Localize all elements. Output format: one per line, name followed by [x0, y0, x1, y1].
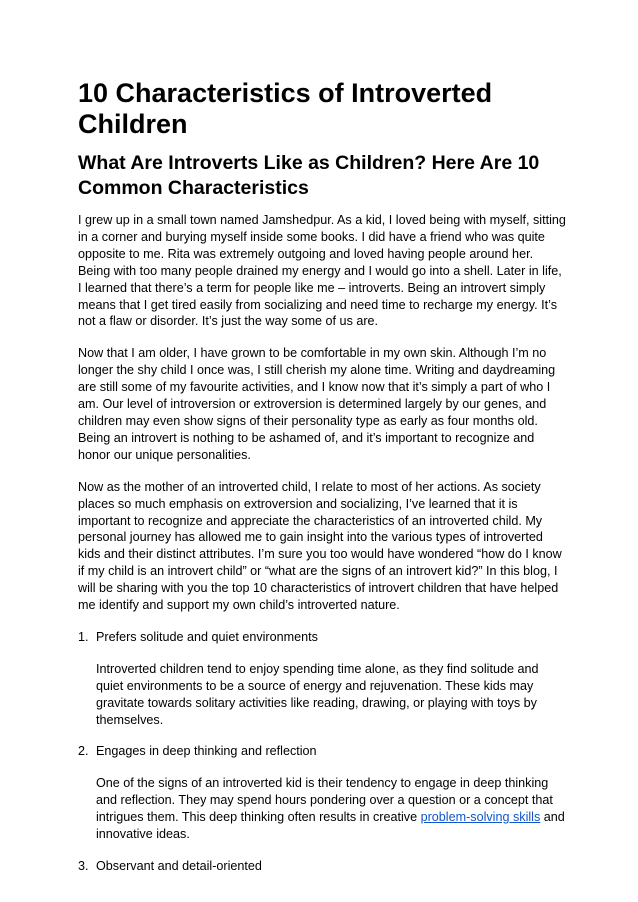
list-item-number: 2. [78, 744, 89, 759]
characteristics-list [78, 629, 568, 875]
description-text: One of the signs of an introverted kid is their tendency to engage in deep thinking and reflection. They may spend hours pondering over a question or a concept that intrigues them. This deep thinking often results in creative [96, 776, 553, 825]
intro-paragraph: I grew up in a small town named Jamshedpur. As a kid, I loved being with myself, sitting in a corner and burying myself inside some books. I did have a friend who was quite opposite to me. Rita was extremely outgoing and loved having people around her. Being with too many people drained my energy and I would go into a shell. Later in life, I learned that there’s a term for people like me – introverts. Being an introvert simply means that I get tired easily from socializing and need time to recharge my energy. It’s not a flaw or disorder. It’s just the way some of us are. [78, 213, 566, 329]
list-item-number: 1. [78, 629, 89, 644]
list-item [78, 858, 568, 875]
list-item-description [96, 775, 568, 843]
list-item-title: Prefers solitude and quiet environments [96, 629, 318, 644]
page-subtitle: What Are Introverts Like as Children? Here Are 10 Common Characteristics [78, 152, 540, 199]
description-text: and innovative ideas. [96, 810, 565, 842]
list-item-title: Engages in deep thinking and reflection [96, 744, 317, 759]
document-page [78, 78, 568, 890]
list-item-description: Introverted children tend to enjoy spending time alone, as they find solitude and quiet environments to be a source of energy and rejuvenation. These kids may gravitate towards solitary activities like reading, drawing, or playing with toys by themselves. [96, 661, 539, 727]
body-paragraph: Now as the mother of an introverted child, I relate to most of her actions. As society places so much emphasis on extroversion and socializing, I’ve learned that it is important to recognize and appreciate the characteristics of an introverted child. My personal journey has allowed me to gain insight into the various types of introverted kids and their distinct attributes. I’m sure you too would have wondered “how do I know if my child is an introvert child” or “what are the signs of an introvert kid?” In this blog, I will be sharing with you the top 10 characteristics of introvert children that have helped me identify and support my own child’s introverted nature. [78, 479, 562, 613]
problem-solving-skills-link[interactable]: problem-solving skills [420, 810, 541, 825]
list-item-number: 3. [78, 859, 89, 873]
list-item [78, 743, 568, 843]
body-paragraph: Now that I am older, I have grown to be comfortable in my own skin. Although I’m no longer the shy child I once was, I still cherish my alone time. Writing and daydreaming are still some of my favourite activities, and I know now that it’s simply a part of who I am. Our level of introversion or extroversion is determined largely by our genes, and children may even show signs of their personality type as early as four months old. Being an introvert is nothing to be ashamed of, and it’s important to recognize and honor our unique personalities. [78, 346, 556, 462]
list-item [78, 629, 568, 729]
list-item-title: Observant and detail-oriented [96, 859, 262, 873]
page-title: 10 Characteristics of Introverted Children [78, 78, 493, 139]
